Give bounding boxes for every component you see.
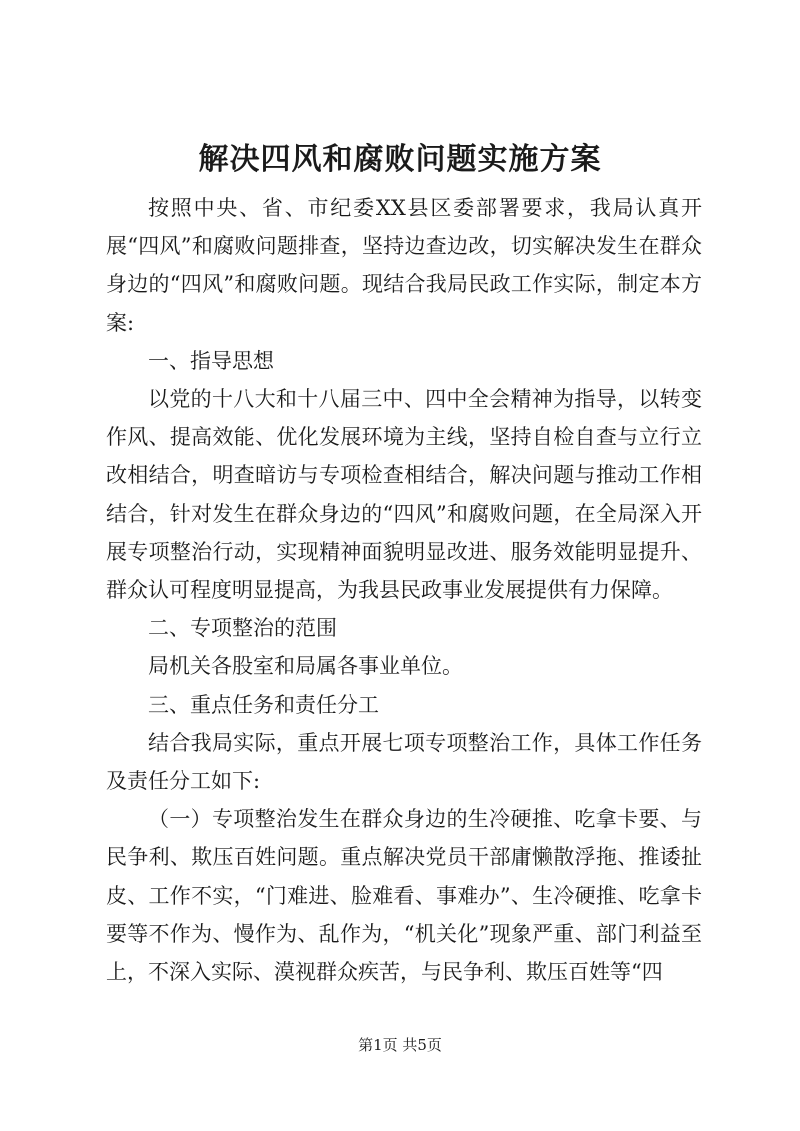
document-body: [106, 189, 702, 991]
tasks-intro-paragraph: 结合我局实际，重点开展七项专项整治工作，具体工作任务及责任分工如下:: [106, 730, 702, 794]
section-heading-2: 二、专项整治的范围: [148, 616, 337, 641]
scope-paragraph: 局机关各股室和局属各事业单位。: [148, 654, 463, 679]
task-1-paragraph: （一）专项整治发生在群众身边的生冷硬推、吃拿卡要、与民争利、欺压百姓问题。重点解决党员干部庸懒散浮拖、推诿扯皮、工作不实，“门难进、脸难看、事难办”、生冷硬推、吃拿卡要等不作为、慢作为、乱作为，“机关化”现象严重、部门利益至上，不深入实际、漠视群众疾苦，与民争利、欺压百姓等“四: [106, 807, 702, 985]
section-heading-3: 三、重点任务和责任分工: [148, 692, 379, 717]
page-footer: 第1页 共5页: [358, 1036, 442, 1054]
document-title: 解决四风和腐败问题实施方案: [198, 142, 602, 177]
intro-paragraph: 按照中央、省、市纪委XX县区委部署要求，我局认真开展“四风”和腐败问题排查，坚持边查边改，切实解决发生在群众身边的“四风”和腐败问题。现结合我局民政工作实际，制定本方案:: [106, 196, 702, 335]
section-heading-1: 一、指导思想: [148, 348, 274, 373]
guiding-thought-paragraph: 以党的十八大和十八届三中、四中全会精神为指导，以转变作风、提高效能、优化发展环境为主线，坚持自检自查与立行立改相结合，明查暗访与专项检查相结合，解决问题与推动工作相结合，针对发生在群众身边的“四风”和腐败问题，在全局深入开展专项整治行动，实现精神面貌明显改进、服务效能明显提升、群众认可程度明显提高，为我县民政事业发展提供有力保障。: [106, 387, 702, 603]
